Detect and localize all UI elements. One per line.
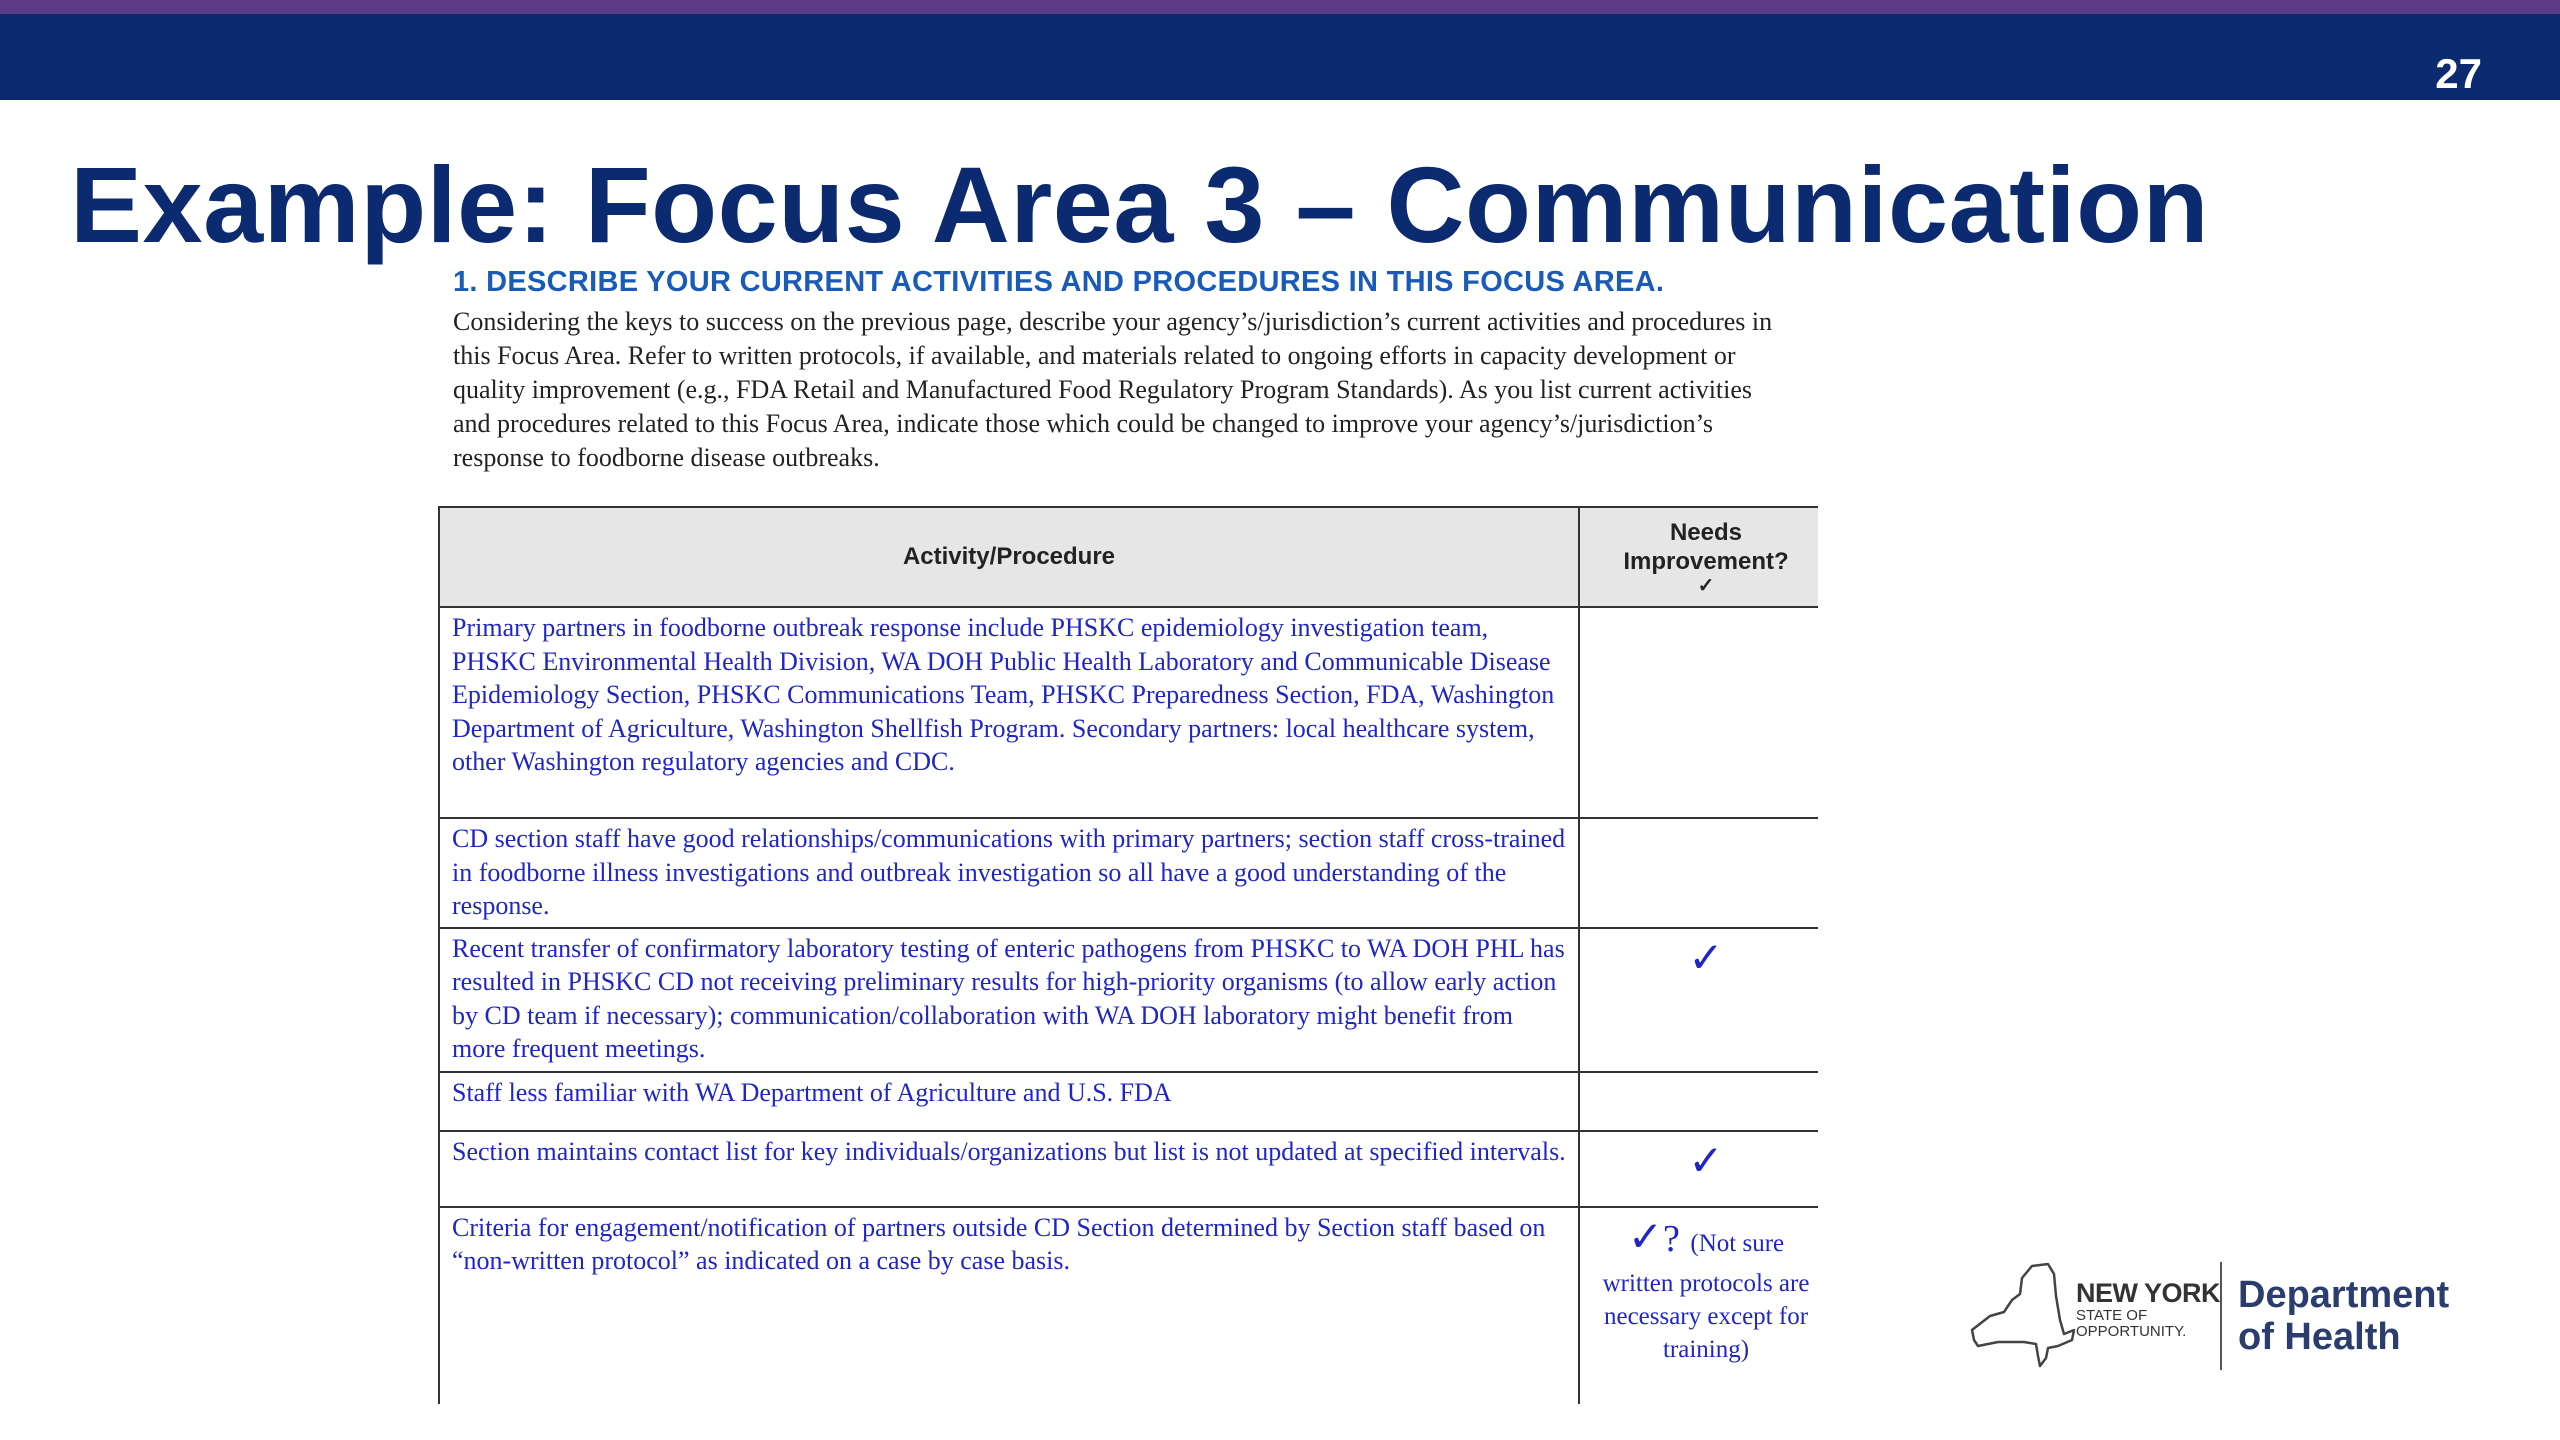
logo-state-tagline — [2076, 1308, 2186, 1340]
needs-improvement-cell — [1579, 1131, 1818, 1207]
table-row — [439, 1072, 1818, 1131]
slide-header-bar — [0, 14, 2560, 100]
checkmark-icon: ✓ — [1688, 935, 1724, 982]
checkmark-icon: ✓ — [1688, 1138, 1724, 1185]
table-header-row — [439, 507, 1818, 607]
checkmark-icon: ✓ — [1627, 1214, 1664, 1261]
table-row — [439, 607, 1818, 818]
logo-dept-line1: Department — [2238, 1274, 2450, 1316]
table-row — [439, 818, 1818, 928]
needs-note-header — [1581, 1215, 1818, 1267]
needs-note-first: (Not sure — [1690, 1229, 1785, 1257]
logo-tagline-line1: STATE OF — [2076, 1307, 2148, 1324]
section-heading: 1. DESCRIBE YOUR CURRENT ACTIVITIES AND PROCEDURES IN THIS FOCUS AREA. — [453, 266, 1665, 298]
new-york-state-outline-icon — [1968, 1260, 2078, 1370]
question-mark: ? — [1663, 1217, 1680, 1260]
activities-table-container — [438, 506, 1818, 1404]
needs-improvement-cell — [1579, 928, 1818, 1072]
table-row — [439, 1131, 1818, 1207]
slide-number: 27 — [2435, 50, 2482, 97]
needs-improvement-cell — [1579, 1072, 1818, 1131]
activity-cell: Criteria for engagement/notification of partners outside CD Section determined by Section staff based on “non-written protocol” as indicated on a case by case basis. — [439, 1207, 1579, 1405]
slide-title: Example: Focus Area 3 – Communication — [70, 144, 2210, 265]
needs-header-line1: Needs — [1669, 519, 1743, 546]
activity-cell: Primary partners in foodborne outbreak response include PHSKC epidemiology investigation team, PHSKC Environmental Health Division, WA DOH Public Health Laboratory and Communicable Disease Epidemiology Section, PHSKC Communications Team, PHSKC Preparedness Section, FDA, Washington Department of Agriculture, Washington Shellfish Program. Secondary partners: local healthcare system, other Washington regulatory agencies and CDC. — [439, 607, 1579, 818]
logo-dept-line2: of Health — [2238, 1316, 2401, 1358]
activity-cell: Staff less familiar with WA Department of Agriculture and U.S. FDA — [439, 1072, 1579, 1131]
needs-improvement-cell — [1579, 818, 1818, 928]
logo-state-name: NEW YORK — [2076, 1278, 2221, 1308]
table-row — [439, 1207, 1818, 1405]
activity-column-header: Activity/Procedure — [439, 507, 1579, 607]
needs-note: written protocols are necessary except for training) — [1602, 1269, 1810, 1363]
logo-tagline-line2: OPPORTUNITY. — [2076, 1323, 2187, 1340]
logo-divider — [2220, 1262, 2222, 1370]
needs-improvement-cell — [1579, 607, 1818, 818]
document-excerpt — [453, 266, 1783, 475]
activity-cell: Recent transfer of confirmatory laboratory testing of enteric pathogens from PHSKC to WA DOH PHL has resulted in PHSKC CD not receiving preliminary results for high-priority organisms (to allow early action by CD team if necessary); communication/collaboration with WA DOH laboratory might benefit from more frequent meetings. — [439, 928, 1579, 1072]
activities-table — [438, 506, 1818, 1404]
instructions-paragraph: Considering the keys to success on the previous page, describe your agency’s/jurisdiction’s current activities and procedures in this Focus Area. Refer to written protocols, if available, and materials related to ongoing efforts in capacity development or quality improvement (e.g., FDA Retail and Manufactured Food Regulatory Program Standards). As you list current activities and procedures related to this Focus Area, indicate those which could be changed to improve your agency’s/jurisdiction’s response to foodborne disease outbreaks. — [453, 307, 1773, 472]
logo-department-name — [2238, 1274, 2449, 1358]
needs-improvement-cell — [1579, 1207, 1818, 1405]
nys-doh-logo — [1968, 1256, 2478, 1376]
activity-cell: Section maintains contact list for key individuals/organizations but list is not updated at specified intervals. — [439, 1131, 1579, 1207]
needs-improvement-column-header — [1579, 507, 1818, 607]
top-accent-stripe — [0, 0, 2560, 14]
checkmark-icon: ✓ — [1697, 575, 1715, 597]
needs-header-line2: Improvement? — [1623, 548, 1789, 575]
table-row — [439, 928, 1818, 1072]
activity-cell: CD section staff have good relationships/communications with primary partners; section staff cross-trained in foodborne illness investigations and outbreak investigation so all have a good understanding of the response. — [439, 818, 1579, 928]
